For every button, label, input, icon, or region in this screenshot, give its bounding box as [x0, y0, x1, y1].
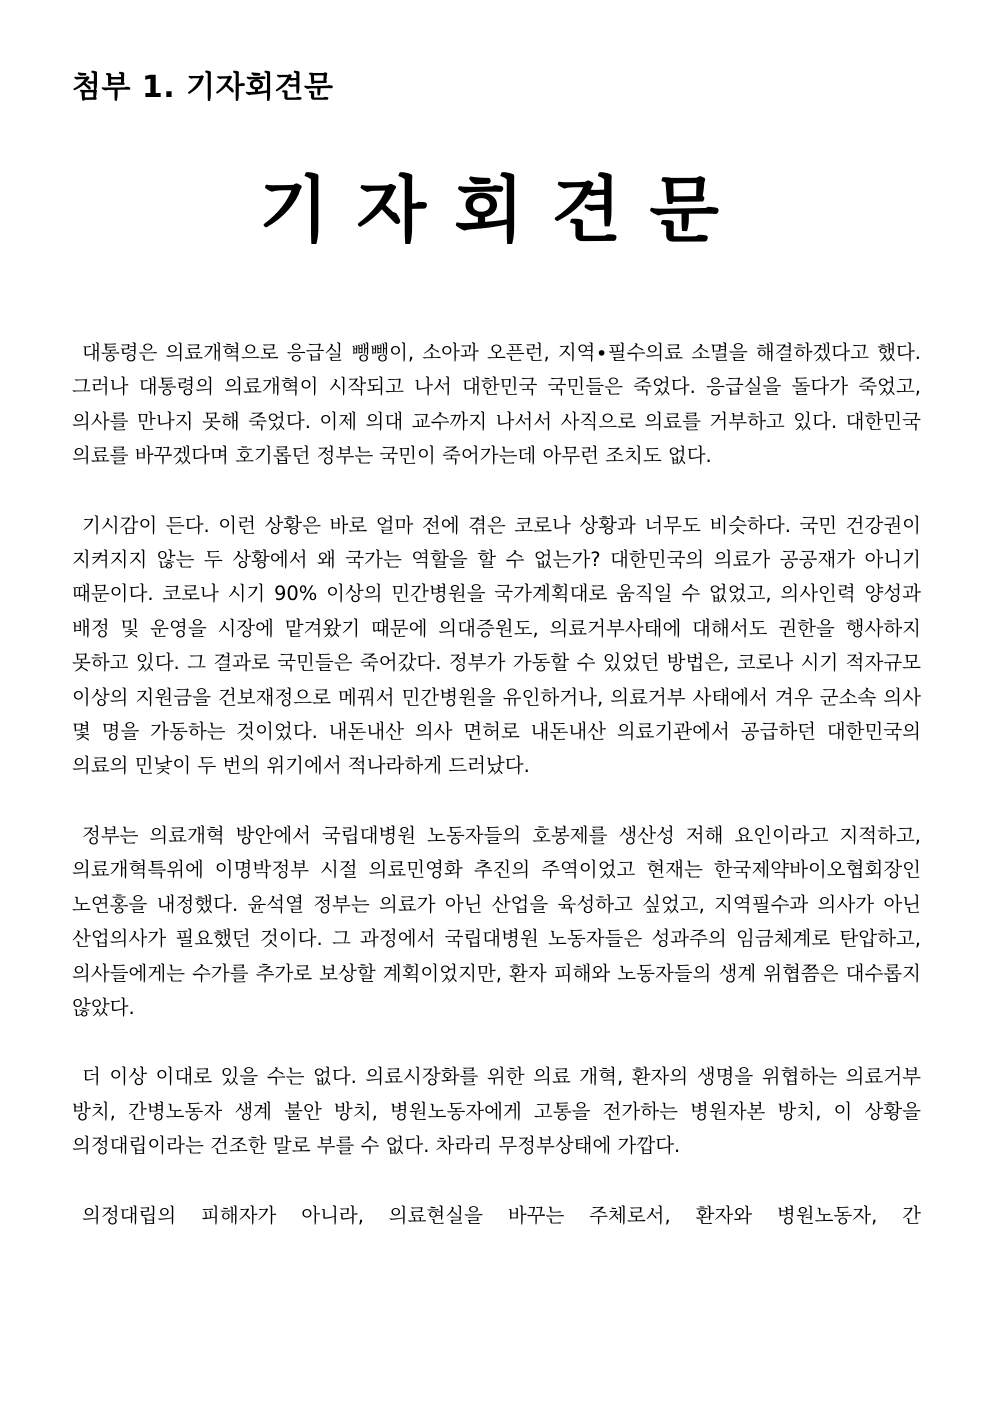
paragraph-2: 기시감이 든다. 이런 상황은 바로 얼마 전에 겪은 코로나 상황과 너무도 비슷하다. 국민 건강권이 지켜지지 않는 두 상황에서 왜 국가는 역할을 할 수 없는가? 대한민국의 의료가 공공재가 아니기 때문이다. 코로나 시기 90% 이상의 민간병원을 국가계획대로 움직일 수 없었고, 의사인력 양성과 배정 및 운영을 시장에 맡겨왔기 때문에 의대증원도, 의료거부사태에 대해서도 권한을 행사하지 못하고 있다. 그 결과로 국민들은 죽어갔다. 정부가 가동할 수 있었던 방법은, 코로나 시기 적자규모 이상의 지원금을 건보재정으로 메꿔서 민간병원을 유인하거나, 의료거부 사태에서 겨우 군소속 의사 몇 명을 가동하는 것이었다. 내돈내산 의사 면허로 내돈내산 의료기관에서 공급하던 대한민국의 의료의 민낯이 두 번의 위기에서 적나라하게 드러났다.: [72, 513, 921, 778]
attachment-label: 첨부 1. 기자회견문: [72, 70, 334, 105]
paragraph-1: 대통령은 의료개혁으로 응급실 뺑뺑이, 소아과 오픈런, 지역∙필수의료 소멸을 해결하겠다고 했다. 그러나 대통령의 의료개혁이 시작되고 나서 대한민국 국민들은 죽었다. 응급실을 돌다가 죽었고, 의사를 만나지 못해 죽었다. 이제 의대 교수까지 나서서 사직으로 의료를 거부하고 있다. 대한민국 의료를 바꾸겠다며 호기롭던 정부는 국민이 죽어가는데 아무런 조치도 없다.: [72, 341, 921, 468]
document-body: [72, 336, 921, 1233]
document-title: 기자회견문: [259, 168, 747, 252]
paragraph-5: 의정대립의 피해자가 아니라, 의료현실을 바꾸는 주체로서, 환자와 병원노동자, 간: [82, 1203, 921, 1227]
paragraph-4: 더 이상 이대로 있을 수는 없다. 의료시장화를 위한 의료 개혁, 환자의 생명을 위협하는 의료거부 방치, 간병노동자 생계 불안 방치, 병원노동자에게 고통을 전가하는 병원자본 방치, 이 상황을 의정대립이라는 건조한 말로 부를 수 없다. 차라리 무정부상태에 가깝다.: [72, 1065, 921, 1158]
paragraph-3: 정부는 의료개혁 방안에서 국립대병원 노동자들의 호봉제를 생산성 저해 요인이라고 지적하고, 의료개혁특위에 이명박정부 시절 의료민영화 추진의 주역이었고 현재는 한국제약바이오협회장인 노연홍을 내정했다. 윤석열 정부는 의료가 아닌 산업을 육성하고 싶었고, 지역필수과 의사가 아닌 산업의사가 필요했던 것이다. 그 과정에서 국립대병원 노동자들은 성과주의 임금체계로 탄압하고, 의사들에게는 수가를 추가로 보상할 계획이었지만, 환자 피해와 노동자들의 생계 위협쯤은 대수롭지 않았다.: [72, 823, 921, 1019]
